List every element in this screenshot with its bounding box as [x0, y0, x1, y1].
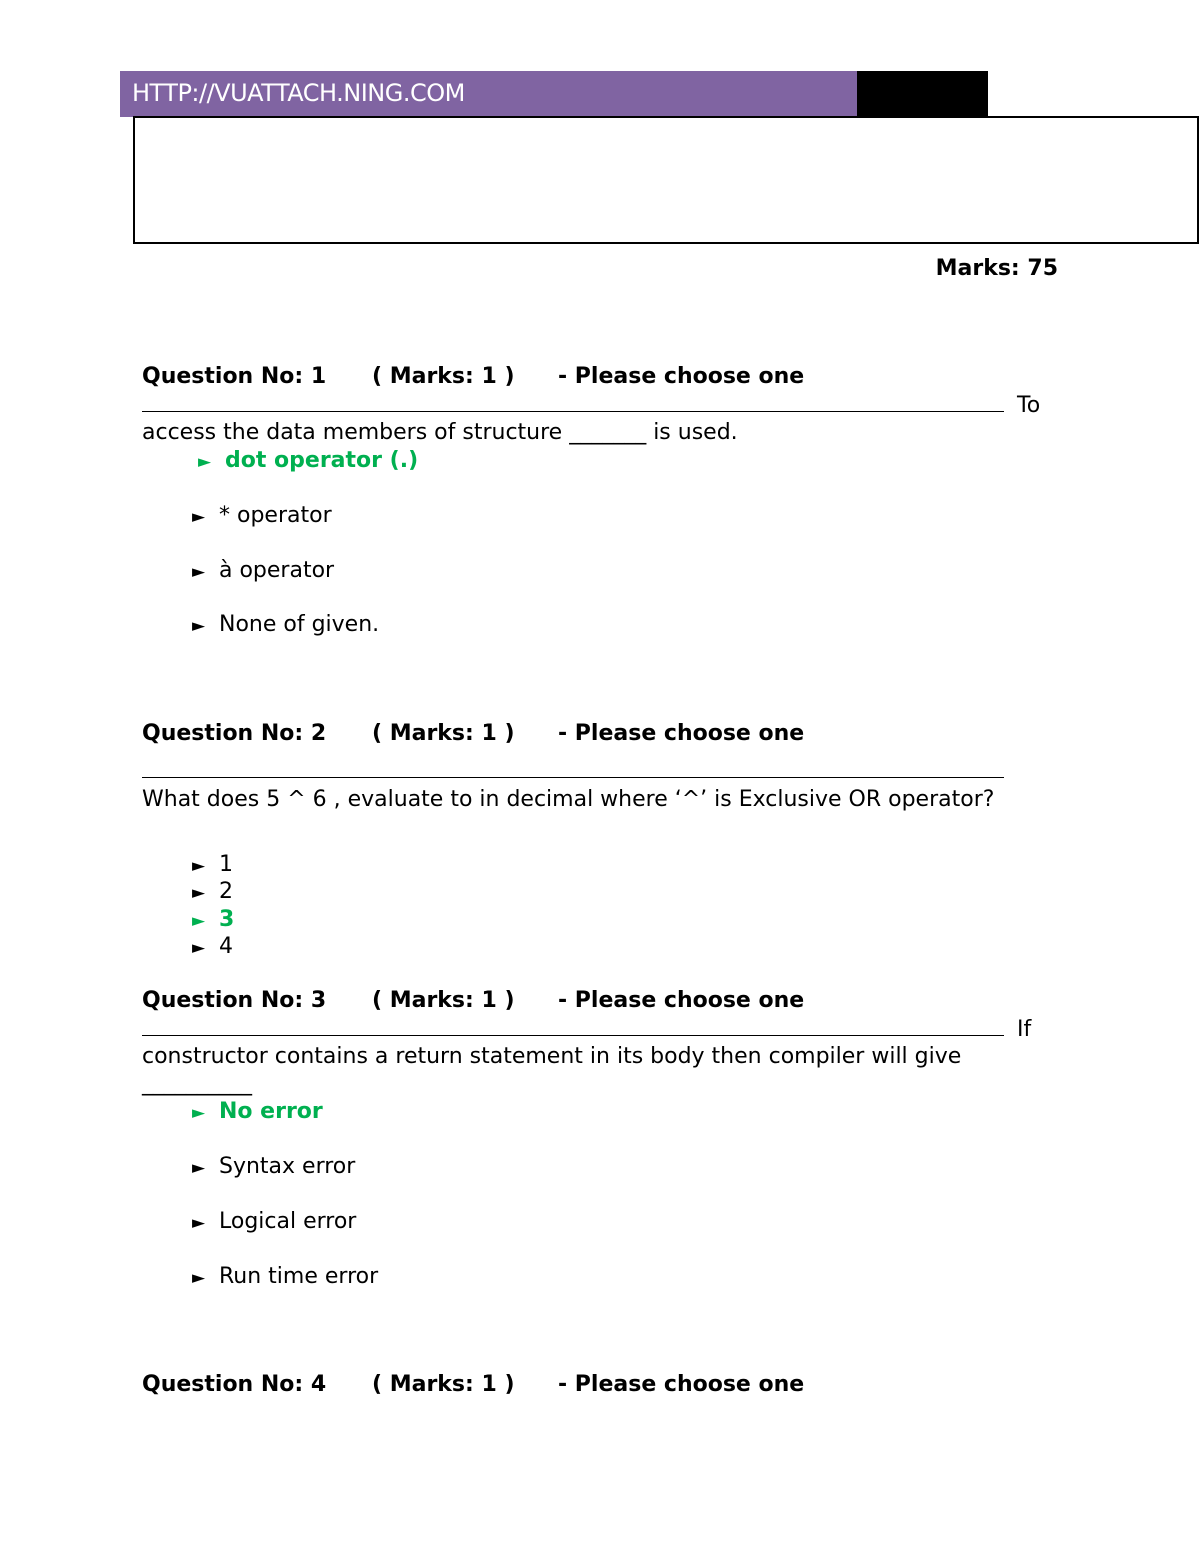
question-1-option-2[interactable]: ► * operator	[192, 503, 332, 528]
arrow-icon: ►	[192, 616, 206, 636]
arrow-icon: ►	[192, 1158, 206, 1178]
question-1-option-4[interactable]: ► None of given.	[192, 612, 380, 637]
question-3-header: Question No: 3 ( Marks: 1 ) - Please choose one	[142, 988, 805, 1013]
question-2-option-3[interactable]: ► 3	[192, 907, 235, 932]
banner-black-block	[857, 71, 988, 117]
site-url[interactable]: HTTP://VUATTACH.NING.COM	[132, 79, 465, 107]
question-1-text: access the data members of structure _______ is used.	[142, 420, 738, 445]
total-marks: Marks: 75	[935, 256, 1058, 281]
question-4-header: Question No: 4 ( Marks: 1 ) - Please choose one	[142, 1372, 805, 1397]
arrow-icon: ►	[192, 507, 206, 527]
question-2-option-4[interactable]: ► 4	[192, 934, 233, 959]
arrow-icon: ►	[192, 856, 206, 876]
question-3-option-3[interactable]: ► Logical error	[192, 1209, 357, 1234]
arrow-icon: ►	[192, 883, 206, 903]
arrow-icon: ►	[192, 1268, 206, 1288]
exam-header-box	[133, 116, 1199, 244]
question-1-option-3[interactable]: ► à operator	[192, 558, 335, 583]
question-2-rule	[142, 777, 1004, 778]
question-2-text: What does 5 ^ 6 , evaluate to in decimal where ‘^’ is Exclusive OR operator?	[142, 787, 995, 812]
arrow-icon: ►	[192, 562, 206, 582]
arrow-icon: ►	[192, 911, 206, 931]
question-2-option-2[interactable]: ► 2	[192, 879, 233, 904]
arrow-icon: ►	[198, 452, 212, 472]
question-3-rule	[142, 1035, 1004, 1036]
question-1-header: Question No: 1 ( Marks: 1 ) - Please choose one	[142, 364, 805, 389]
question-2-option-1[interactable]: ► 1	[192, 852, 233, 877]
arrow-icon: ►	[192, 938, 206, 958]
question-1-text-start: To	[1017, 393, 1041, 418]
question-3-blank: __________	[142, 1071, 252, 1096]
site-banner	[120, 71, 857, 117]
question-2-header: Question No: 2 ( Marks: 1 ) - Please choose one	[142, 721, 805, 746]
question-3-option-4[interactable]: ► Run time error	[192, 1264, 379, 1289]
question-3-text: constructor contains a return statement in its body then compiler will give	[142, 1044, 962, 1069]
question-3-text-start: If	[1017, 1017, 1032, 1042]
question-1-rule	[142, 411, 1004, 412]
question-3-option-2[interactable]: ► Syntax error	[192, 1154, 356, 1179]
question-3-option-1[interactable]: ► No error	[192, 1099, 323, 1124]
question-1-option-1[interactable]: ► dot operator (.)	[198, 448, 419, 473]
arrow-icon: ►	[192, 1103, 206, 1123]
arrow-icon: ►	[192, 1213, 206, 1233]
